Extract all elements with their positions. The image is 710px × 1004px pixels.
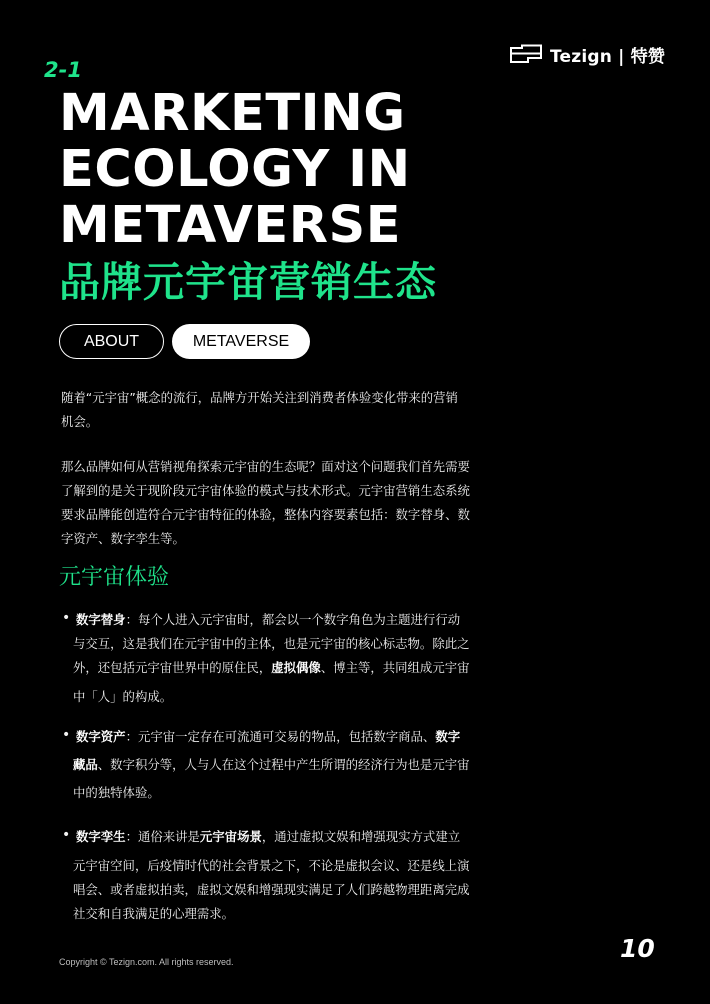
title-line: MARKETING [59, 84, 406, 143]
paragraph-line: 随着“元宇宙”概念的流行，品牌方开始关注到消费者体验变化带来的营销 [61, 390, 458, 405]
bold-term: 藏品 [73, 757, 98, 772]
brand-logo [508, 42, 665, 66]
bullet-line: 中的独特体验。 [73, 785, 160, 800]
bullet-line: 中「人」的构成。 [73, 689, 173, 704]
bold-term: 虚拟偶像 [271, 660, 321, 675]
bullet-line [73, 658, 470, 676]
title-line: ECOLOGY IN [59, 140, 411, 199]
paragraph-line: 要求品牌能创造符合元宇宙特征的体验，整体内容要素包括：数字替身、数 [61, 507, 470, 522]
bold-term: 数字孪生 [76, 829, 126, 844]
bullet-text: 、博主等，共同组成元宇宙 [320, 660, 470, 675]
bullet-line: 元宇宙空间，后疫情时代的社会背景之下，不论是虚拟会议、还是线上演 [73, 858, 470, 873]
bullet-line: 与交互，这是我们在元宇宙中的主体，也是元宇宙的核心标志物。除此之 [73, 636, 470, 651]
paragraph-line: 那么品牌如何从营销视角探索元宇宙的生态呢？面对这个问题我们首先需要 [61, 459, 470, 474]
paragraph-line: 了解到的是关于现阶段元宇宙体验的模式与技术形式。元宇宙营销生态系统 [61, 483, 470, 498]
section-number: 2-1 [44, 58, 82, 82]
bold-term: 数字 [435, 729, 461, 744]
bullet-text: 外，还包括元宇宙世界中的原住民， [73, 660, 272, 675]
page-title-chinese: 品牌元宇宙营销生态 [59, 258, 437, 306]
bold-term: 数字替身 [76, 612, 126, 627]
copyright-footer: Copyright © Tezign.com. All rights reserved. [59, 957, 234, 967]
bullet-text: ：通俗来讲是 [125, 829, 200, 844]
bullet-line [76, 827, 460, 845]
bullet-text: ，通过虚拟文娱和增强现实方式建立 [261, 829, 461, 844]
bullet-text: ：元宇宙一定存在可流通可交易的物品，包括数字商品、 [125, 729, 436, 744]
intro-paragraph [61, 386, 531, 434]
paragraph-line: 字资产、数字孪生等。 [61, 531, 185, 546]
bullet-dot: • [62, 610, 71, 626]
bullet-dot: • [62, 827, 71, 843]
brand-name: Tezign | 特赞 [550, 46, 666, 67]
tag-about: ABOUT [59, 324, 164, 359]
page-title-english [59, 86, 411, 254]
bold-term: 数字资产 [76, 729, 126, 744]
bullet-text: 、数字积分等，人与人在这个过程中产生所谓的经济行为也是元宇宙 [97, 757, 470, 772]
paragraph-line: 机会。 [61, 414, 99, 429]
bullet-text: ：每个人进入元宇宙时，都会以一个数字角色为主题进行行动 [125, 612, 461, 627]
bullet-line [76, 610, 460, 628]
bold-term: 元宇宙场景 [199, 829, 262, 844]
bullet-line: 唱会、或者虚拟拍卖，虚拟文娱和增强现实满足了人们跨越物理距离完成 [73, 882, 470, 897]
bullet-line: 社交和自我满足的心理需求。 [73, 906, 235, 921]
page-number: 10 [620, 934, 655, 963]
bullet-dot: • [62, 727, 71, 743]
body-paragraph [61, 455, 531, 551]
tag-metaverse: METAVERSE [172, 324, 310, 359]
bullet-line [73, 755, 470, 773]
title-line: METAVERSE [59, 196, 402, 255]
section-heading: 元宇宙体验 [59, 565, 170, 590]
bullet-line [76, 727, 460, 745]
tezign-logo-icon [508, 44, 544, 64]
